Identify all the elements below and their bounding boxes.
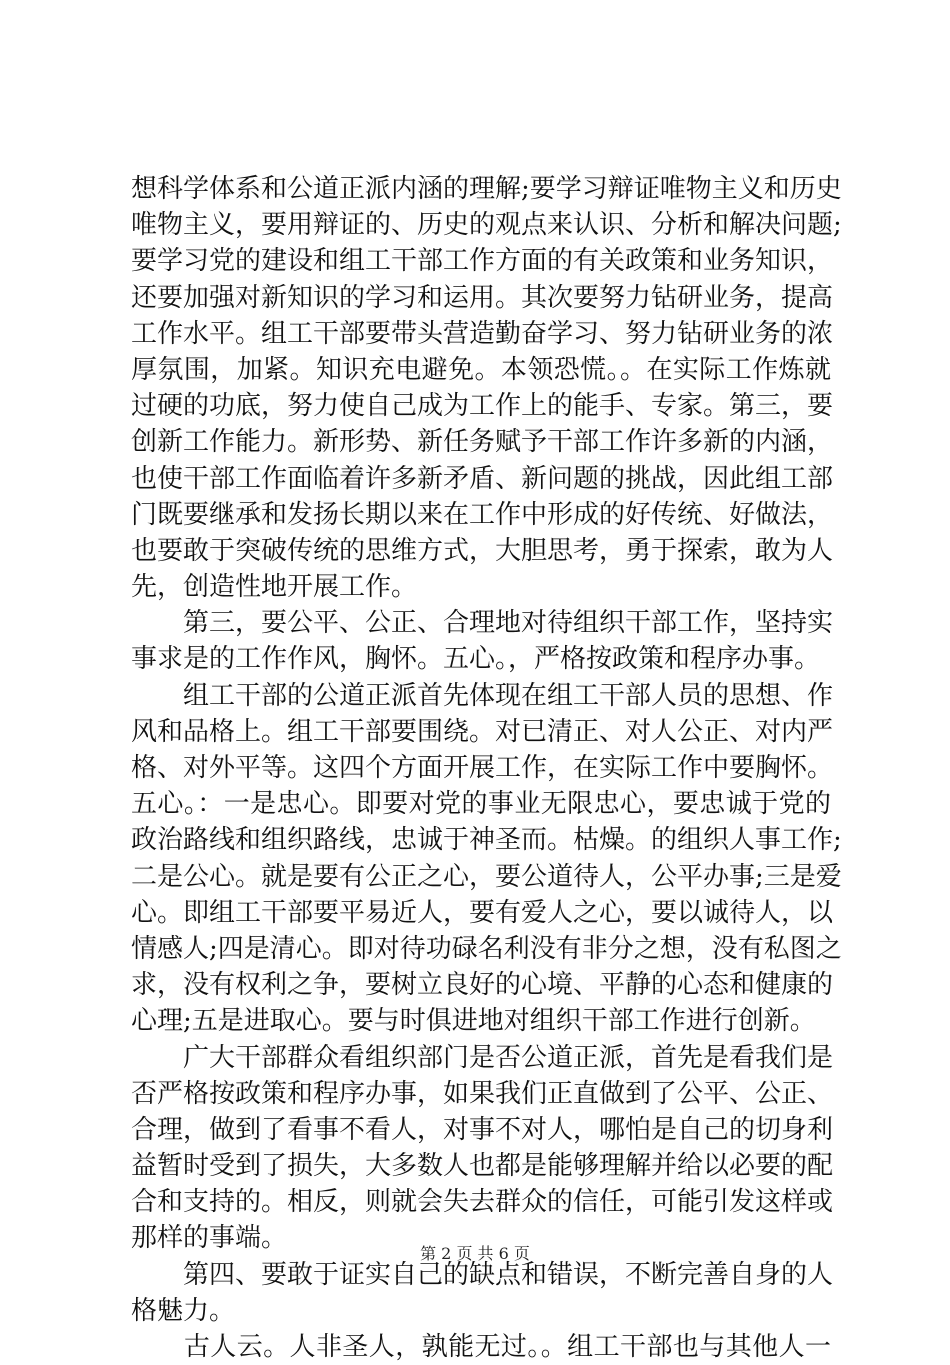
text-line: 政治路线和组织路线，忠诚于神圣而。枯燥。的组织人事工作; — [131, 825, 842, 856]
text-line: 还要加强对新知识的学习和运用。其次要努力钻研业务，提高 — [131, 282, 834, 313]
text-line: 情感人;四是清心。即对待功碌名利没有非分之想，没有私图之 — [131, 933, 842, 964]
text-line: 创新工作能力。新形势、新任务赋予干部工作许多新的内涵， — [131, 427, 834, 458]
page-footer: 第 2 页 共 6 页 — [420, 1244, 530, 1263]
text-line: 否严格按政策和程序办事，如果我们正直做到了公平、公正、 — [131, 1078, 834, 1109]
text-line: 古人云。人非圣人，孰能无过。。组工干部也与其他人一 — [131, 1332, 831, 1362]
text-line: 二是公心。就是要有公正之心，要公道待人，公平办事;三是爱 — [131, 861, 842, 892]
text-line: 想科学体系和公道正派内涵的理解;要学习辩证唯物主义和历史 — [131, 174, 842, 204]
text-line: 事求是的工作作风，胸怀。五心。，严格按政策和程序办事。 — [131, 644, 821, 675]
text-line: 先，创造性地开展工作。 — [131, 572, 418, 603]
text-line: 厚氛围，加紧。知识充电避免。本领恐慌。。在实际工作炼就 — [131, 354, 831, 385]
text-line: 风和品格上。组工干部要围绕。对已清正、对人公正、对内严 — [131, 716, 834, 747]
text-line: 唯物主义，要用辩证的、历史的观点来认识、分析和解决问题; — [131, 210, 842, 241]
text-line: 门既要继承和发扬长期以来在工作中形成的好传统、好做法， — [131, 499, 834, 530]
text-line: 心。即组工干部要平易近人，要有爱人之心，要以诚待人，以 — [131, 897, 834, 928]
text-line: 那样的事端。 — [131, 1223, 288, 1254]
text-line: 心理;五是进取心。要与时俱进地对组织干部工作进行创新。 — [131, 1006, 816, 1037]
text-line: 组工干部的公道正派首先体现在组工干部人员的思想、作 — [131, 680, 834, 711]
text-line: 过硬的功底，努力使自己成为工作上的能手、专家。第三，要 — [131, 391, 834, 422]
text-line: 工作水平。组工干部要带头营造勤奋学习、努力钻研业务的浓 — [131, 318, 834, 349]
text-line: 第四、要敢于证实自己的缺点和错误，不断完善自身的人 — [131, 1259, 834, 1290]
text-line: 益暂时受到了损失，大多数人也都是能够理解并给以必要的配 — [131, 1151, 834, 1182]
text-line: 五心。：一是忠心。即要对党的事业无限忠心，要忠诚于党的 — [131, 789, 831, 820]
text-line: 求，没有权利之争，要树立良好的心境、平静的心态和健康的 — [131, 970, 834, 1001]
text-line: 广大干部群众看组织部门是否公道正派，首先是看我们是 — [131, 1042, 834, 1073]
text-line: 合和支持的。相反，则就会失去群众的信任，可能引发这样或 — [131, 1187, 834, 1218]
text-line: 合理，做到了看事不看人，对事不对人，哪怕是自己的切身利 — [131, 1114, 834, 1145]
text-line: 第三，要公平、公正、合理地对待组织干部工作，坚持实 — [131, 608, 834, 639]
text-line: 格、对外平等。这四个方面开展工作，在实际工作中要胸怀。 — [131, 753, 834, 783]
document-body — [131, 171, 842, 1365]
text-line: 要学习党的建设和组工干部工作方面的有关政策和业务知识， — [131, 246, 834, 277]
text-line: 也使干部工作面临着许多新矛盾、新问题的挑战，因此组工部 — [131, 463, 834, 494]
text-line: 格魅力。 — [131, 1295, 236, 1326]
text-line: 也要敢于突破传统的思维方式，大胆思考，勇于探索，敢为人 — [131, 535, 834, 566]
